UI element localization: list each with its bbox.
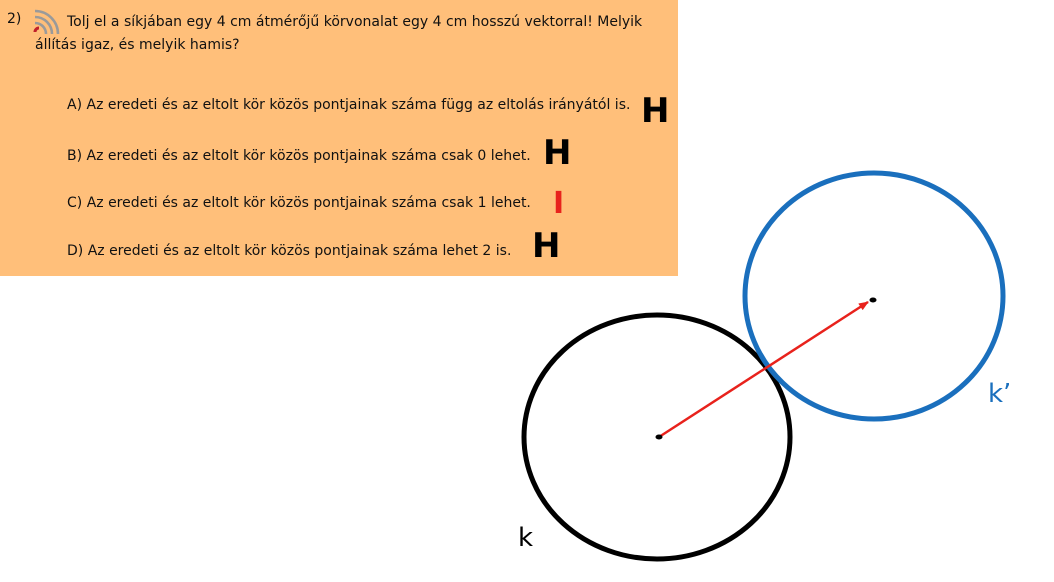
option-a: A) Az eredeti és az eltolt kör közös pontjainak száma függ az eltolás irányától is.	[67, 97, 631, 113]
option-c: C) Az eredeti és az eltolt kör közös pontjainak száma csak 1 lehet.	[67, 195, 531, 211]
original-center-point	[656, 435, 663, 440]
question-text: Tolj el a síkjában egy 4 cm átmérőjű körvonalat egy 4 cm hosszú vektorral! Melyik állítás igaz, és melyik hamis?	[35, 14, 643, 53]
option-a-mark: H	[641, 91, 670, 131]
option-c-mark: I	[553, 186, 565, 221]
option-d: D) Az eredeti és az eltolt kör közös pontjainak száma lehet 2 is.	[67, 243, 512, 259]
option-b: B) Az eredeti és az eltolt kör közös pontjainak száma csak 0 lehet.	[67, 148, 531, 164]
option-b-mark: H	[543, 133, 572, 173]
question-number: 2)	[7, 11, 22, 27]
option-d-mark: H	[532, 226, 561, 266]
original-circle-label: k	[518, 523, 534, 553]
shifted-circle-label: k’	[988, 379, 1012, 409]
shifted-circle	[745, 173, 1003, 419]
translation-vector	[659, 302, 868, 437]
shifted-center-point	[870, 298, 877, 303]
